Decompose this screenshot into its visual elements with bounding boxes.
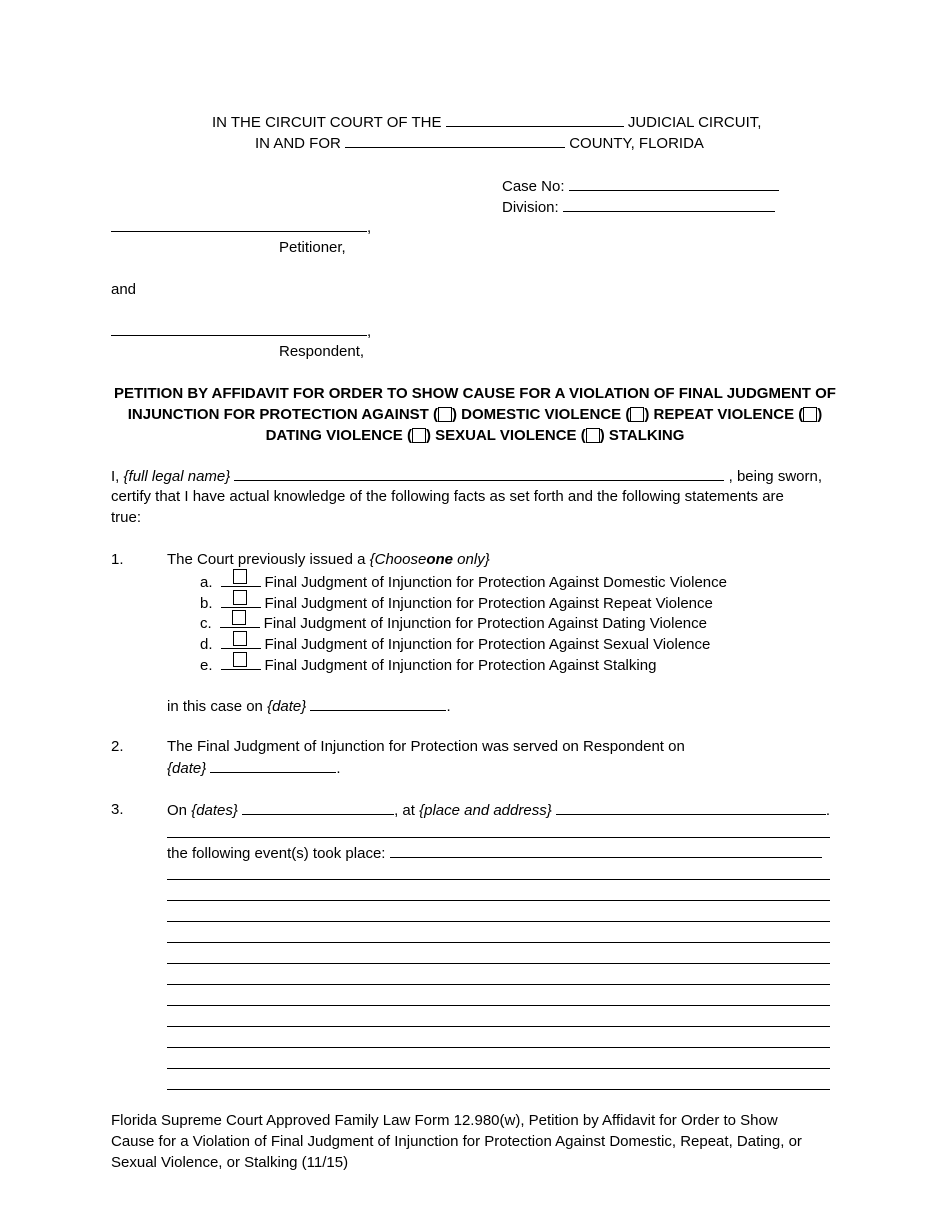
option-c-checkbox[interactable]: [232, 610, 246, 625]
events-line[interactable]: [167, 900, 830, 901]
events-line[interactable]: [167, 1068, 830, 1069]
full-legal-name-field[interactable]: [234, 467, 724, 481]
item-2-number: 2.: [111, 738, 124, 755]
footer-line-2: Cause for a Violation of Final Judgment of Injunction for Protection Against Domestic, Repeat, Dating, or: [111, 1133, 802, 1150]
events-line[interactable]: [167, 984, 830, 985]
service-date-field[interactable]: [210, 759, 336, 773]
form-title-line-2: INJUNCTION FOR PROTECTION AGAINST ( ) DOMESTIC VIOLENCE ( ) REPEAT VIOLENCE ( ): [127, 406, 823, 423]
oath-line-3: true:: [111, 509, 142, 526]
judgment-option-c: c. Final Judgment of Injunction for Protection Against Dating Violence: [200, 613, 707, 633]
events-row: the following event(s) took place:: [167, 844, 822, 863]
item-3-number: 3.: [111, 801, 124, 818]
option-d-checkbox[interactable]: [233, 631, 247, 646]
stalking-checkbox[interactable]: [586, 428, 600, 443]
events-line[interactable]: [167, 921, 830, 922]
judgment-option-e: e. Final Judgment of Injunction for Protection Against Stalking: [200, 655, 656, 675]
court-line-2: IN AND FOR COUNTY, FLORIDA: [255, 135, 704, 152]
footer-line-1: Florida Supreme Court Approved Family Law Form 12.980(w), Petition by Affidavit for Order to Show: [111, 1112, 778, 1129]
and-label: and: [111, 281, 137, 298]
case-no-row: Case No:: [502, 177, 779, 196]
division-field[interactable]: [563, 198, 775, 212]
form-title-line-3: DATING VIOLENCE ( ) SEXUAL VIOLENCE ( ) STALKING: [265, 427, 685, 444]
item-2-line-1: The Final Judgment of Injunction for Protection was served on Respondent on: [167, 738, 685, 755]
judicial-circuit-field[interactable]: [446, 113, 624, 127]
events-line[interactable]: [167, 1047, 830, 1048]
events-line[interactable]: [167, 942, 830, 943]
respondent-label: Respondent,: [279, 343, 365, 360]
item-1-number: 1.: [111, 551, 124, 568]
case-no-field[interactable]: [569, 177, 779, 191]
item-3-line-1: On {dates} , at {place and address} .: [167, 802, 831, 819]
petitioner-name-row: ,: [111, 218, 371, 237]
oath-line-1: I, {full legal name} , being sworn,: [111, 468, 822, 485]
division-row: Division:: [502, 198, 775, 217]
domestic-violence-checkbox[interactable]: [438, 407, 452, 422]
item-2-date-row: {date} .: [167, 760, 341, 777]
option-b-checkbox[interactable]: [233, 590, 247, 605]
events-line[interactable]: [167, 1026, 830, 1027]
item-1-intro: The Court previously issued a {Chooseone only}: [167, 551, 490, 568]
petitioner-label: Petitioner,: [279, 239, 346, 256]
respondent-name-row: ,: [111, 322, 371, 341]
oath-line-2: certify that I have actual knowledge of the following facts as set forth and the following statements are: [111, 488, 784, 505]
court-line-1: IN THE CIRCUIT COURT OF THE JUDICIAL CIRCUIT,: [212, 114, 762, 131]
option-e-checkbox[interactable]: [233, 652, 247, 667]
footer-line-3: Sexual Violence, or Stalking (11/15): [111, 1154, 349, 1171]
respondent-name-field[interactable]: [111, 322, 367, 336]
county-field[interactable]: [345, 134, 565, 148]
judgment-option-b: b. Final Judgment of Injunction for Protection Against Repeat Violence: [200, 593, 713, 613]
form-title-line-1: PETITION BY AFFIDAVIT FOR ORDER TO SHOW CAUSE FOR A VIOLATION OF FINAL JUDGMENT OF: [114, 385, 836, 402]
option-a-checkbox[interactable]: [233, 569, 247, 584]
events-field[interactable]: [390, 844, 822, 858]
place-address-field[interactable]: [556, 801, 826, 815]
events-line[interactable]: [167, 963, 830, 964]
dating-violence-checkbox[interactable]: [803, 407, 817, 422]
judgment-option-a: a. Final Judgment of Injunction for Protection Against Domestic Violence: [200, 572, 727, 592]
events-line[interactable]: [167, 1089, 830, 1090]
item-1-date-row: in this case on {date} .: [167, 698, 451, 715]
place-address-continuation-line[interactable]: [167, 837, 830, 838]
sexual-violence-checkbox[interactable]: [412, 428, 426, 443]
events-line[interactable]: [167, 1005, 830, 1006]
events-line[interactable]: [167, 879, 830, 880]
petitioner-name-field[interactable]: [111, 218, 367, 232]
judgment-option-d: d. Final Judgment of Injunction for Protection Against Sexual Violence: [200, 634, 710, 654]
repeat-violence-checkbox[interactable]: [630, 407, 644, 422]
violation-dates-field[interactable]: [242, 801, 394, 815]
judgment-date-field[interactable]: [310, 697, 446, 711]
